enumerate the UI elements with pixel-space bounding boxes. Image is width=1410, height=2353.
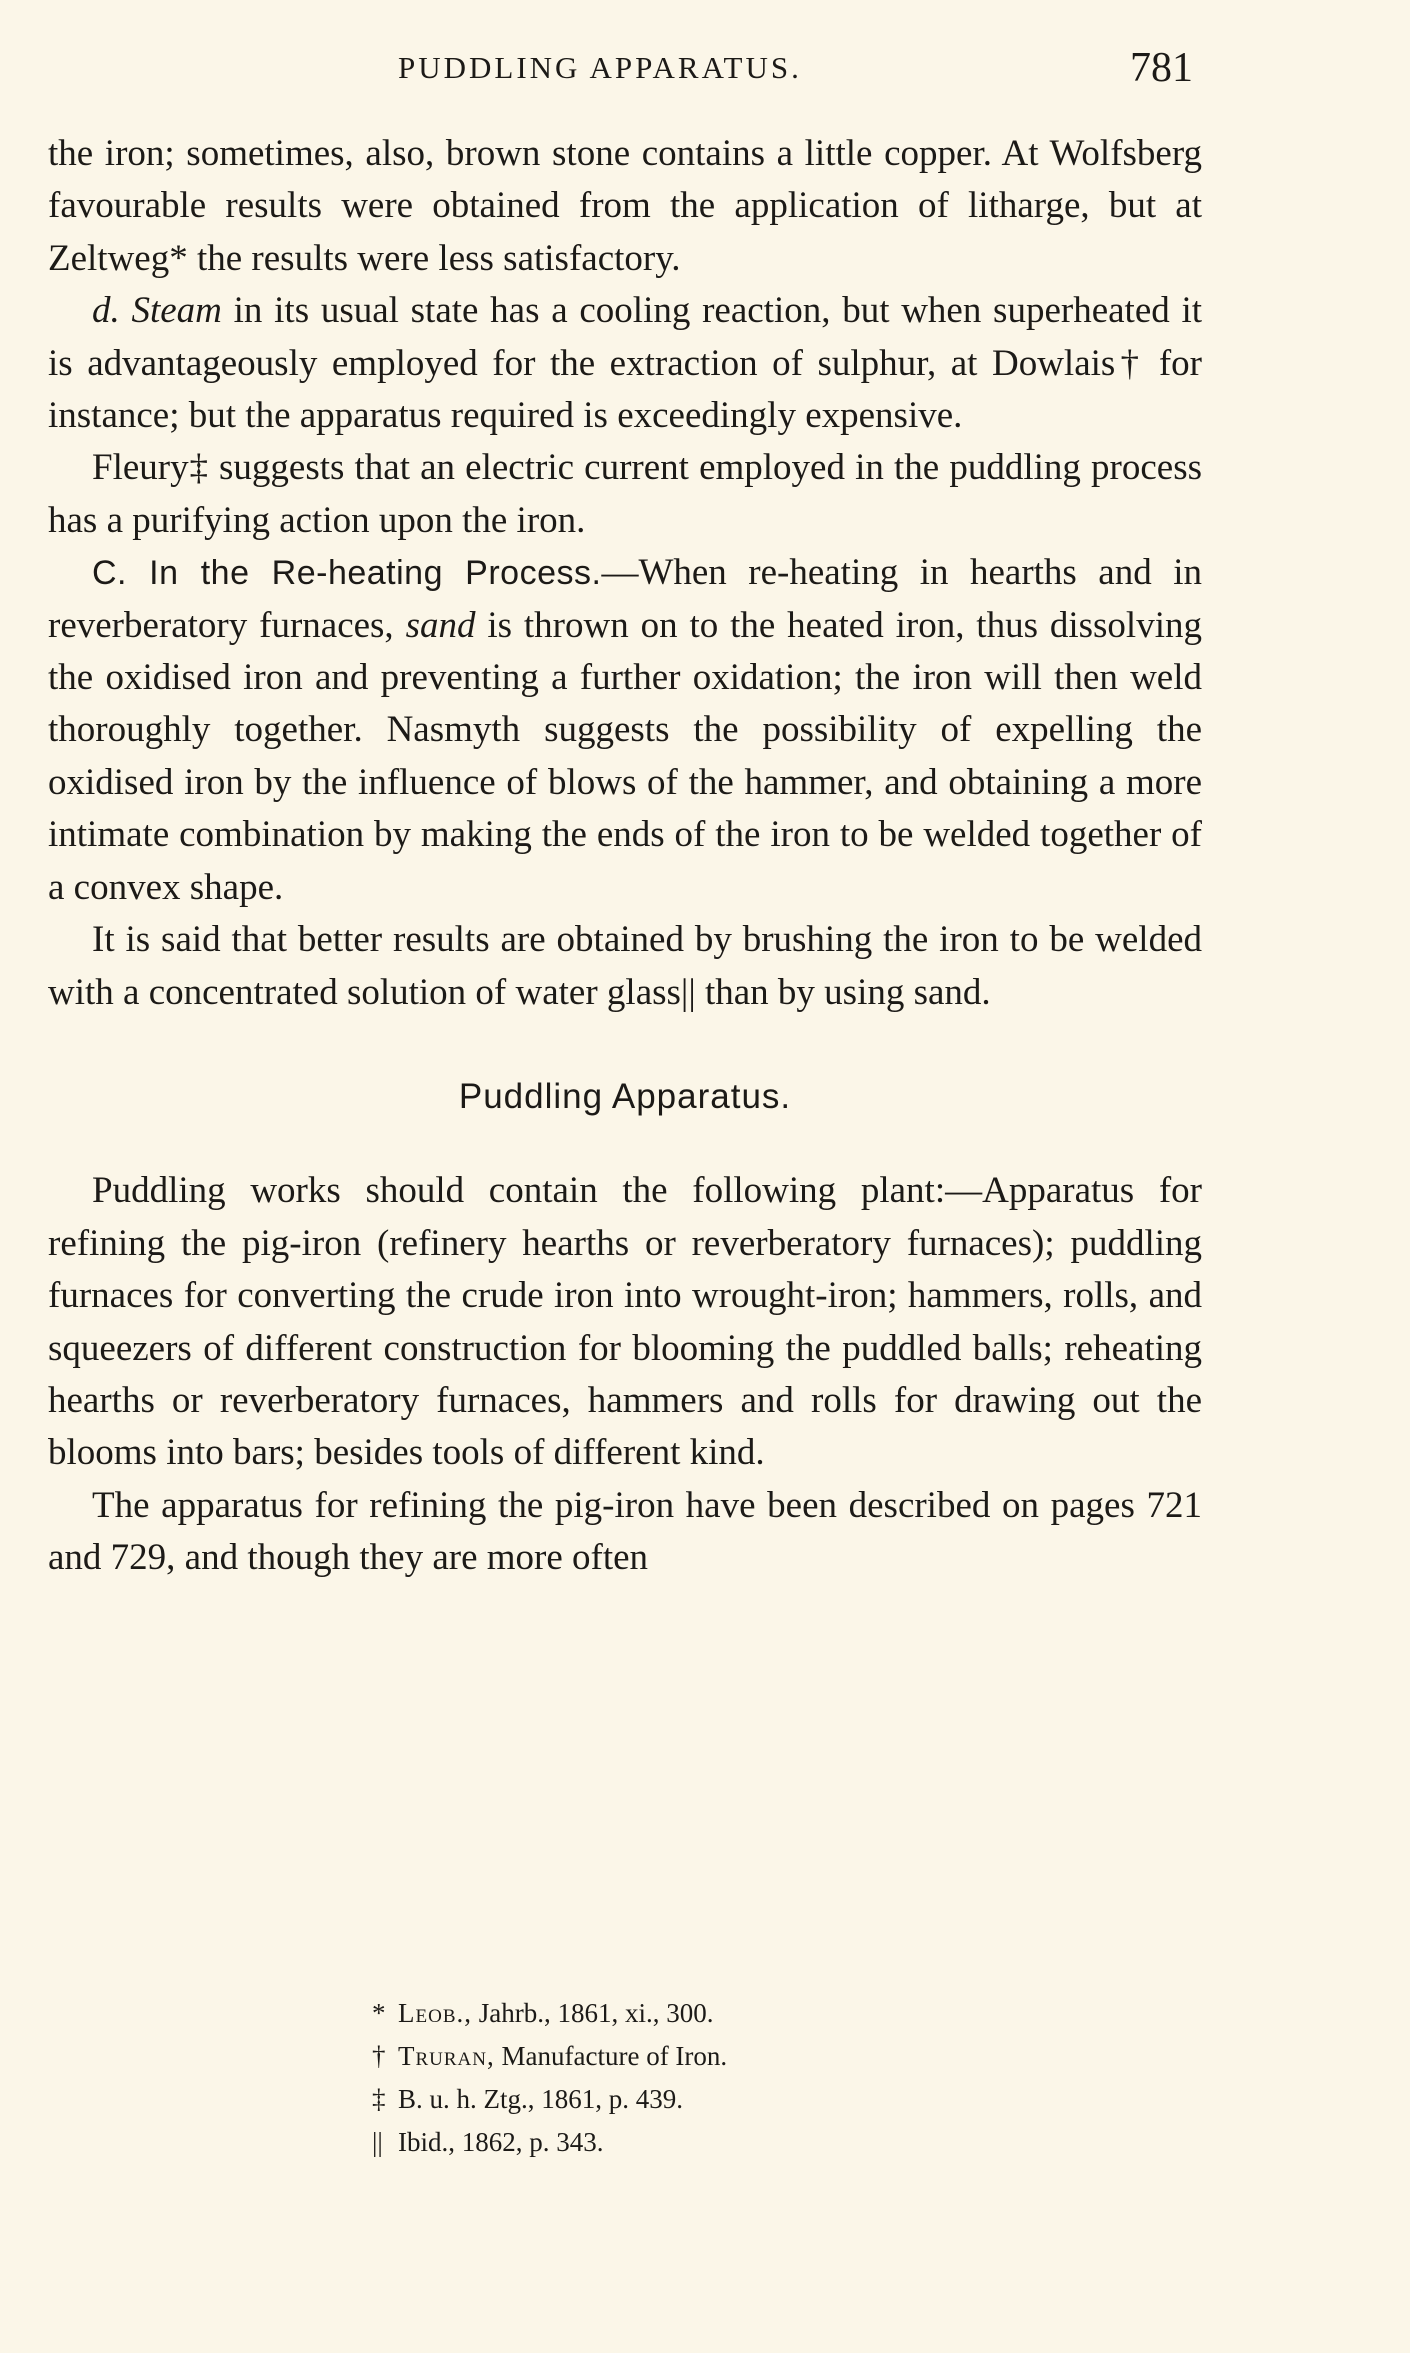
- item-label: d.: [92, 290, 120, 332]
- subsection-label: C. In the Re-heating Process.: [92, 554, 602, 593]
- paragraph: C. In the Re-heating Process.—When re-heating in hearths and in reverberatory furnaces, sand is thrown on to the heated iron, thus dissolving the oxidised iron and preventing a further oxidation; the iron will then weld thoroughly together. Nasmyth suggests the possibility of expelling the oxidised iron by the influence of blows of the hammer, and obtaining a more intimate combination by making the ends of the iron to be welded together of a convex shape.: [48, 552, 1202, 908]
- footnote-mark: †: [372, 2041, 386, 2071]
- paragraph: It is said that better results are obtained by brushing the iron to be welded with a concentrated solution of water glass|| than by using sand.: [48, 919, 1202, 1013]
- paragraph: d. Steam in its usual state has a cooling reaction, but when superheated it is advantageously employed for the extraction of sulphur, at Dowlais† for instance; but the apparatus required is exceedingly expensive.: [48, 290, 1203, 437]
- footnote: * Leob., Jahrb., 1861, xi., 300.: [372, 1992, 1072, 2035]
- footnote-mark: ‡: [372, 2084, 386, 2114]
- page-header: [0, 45, 1410, 100]
- footnote: † Truran, Manufacture of Iron.: [372, 2035, 1072, 2078]
- page-number: 781: [1130, 45, 1193, 91]
- paragraph: the iron; sometimes, also, brown stone contains a little copper. At Wolfsberg favourable results were obtained from the application of litharge, but at Zeltweg* the results were less satisfactory.: [48, 133, 1202, 279]
- footnote-mark: *: [372, 1998, 386, 2028]
- term-steam: Steam: [131, 290, 222, 332]
- footnote-mark: ||: [372, 2127, 383, 2157]
- term-sand: sand: [405, 604, 476, 646]
- running-head: PUDDLING APPARATUS.: [398, 50, 802, 85]
- paragraph: The apparatus for refining the pig-iron have been described on pages 721 and 729, and though they are more often: [48, 1484, 1202, 1579]
- footnotes: [372, 1992, 1072, 2164]
- paragraph: Puddling works should contain the following plant:—Apparatus for refining the pig-iron (refinery hearths or reverberatory furnaces); puddling furnaces for converting the crude iron into wrought-iron; hammers, rolls, and squeezers of different construction for blooming the puddled balls; reheating hearths or reverberatory furnaces, hammers and rolls for drawing out the blooms into bars; besides tools of different kind.: [48, 1170, 1202, 1474]
- footnote: ‡ B. u. h. Ztg., 1861, p. 439.: [372, 2078, 1072, 2121]
- paragraph: Fleury‡ suggests that an electric current employed in the puddling process has a purifying action upon the iron.: [48, 447, 1202, 541]
- section-heading: Puddling Apparatus.: [458, 1076, 792, 1116]
- footnote: || Ibid., 1862, p. 343.: [372, 2121, 1072, 2164]
- body-text: [48, 128, 1202, 1585]
- footnote-author: Truran,: [398, 2041, 495, 2071]
- footnote-author: Leob.,: [398, 1998, 472, 2028]
